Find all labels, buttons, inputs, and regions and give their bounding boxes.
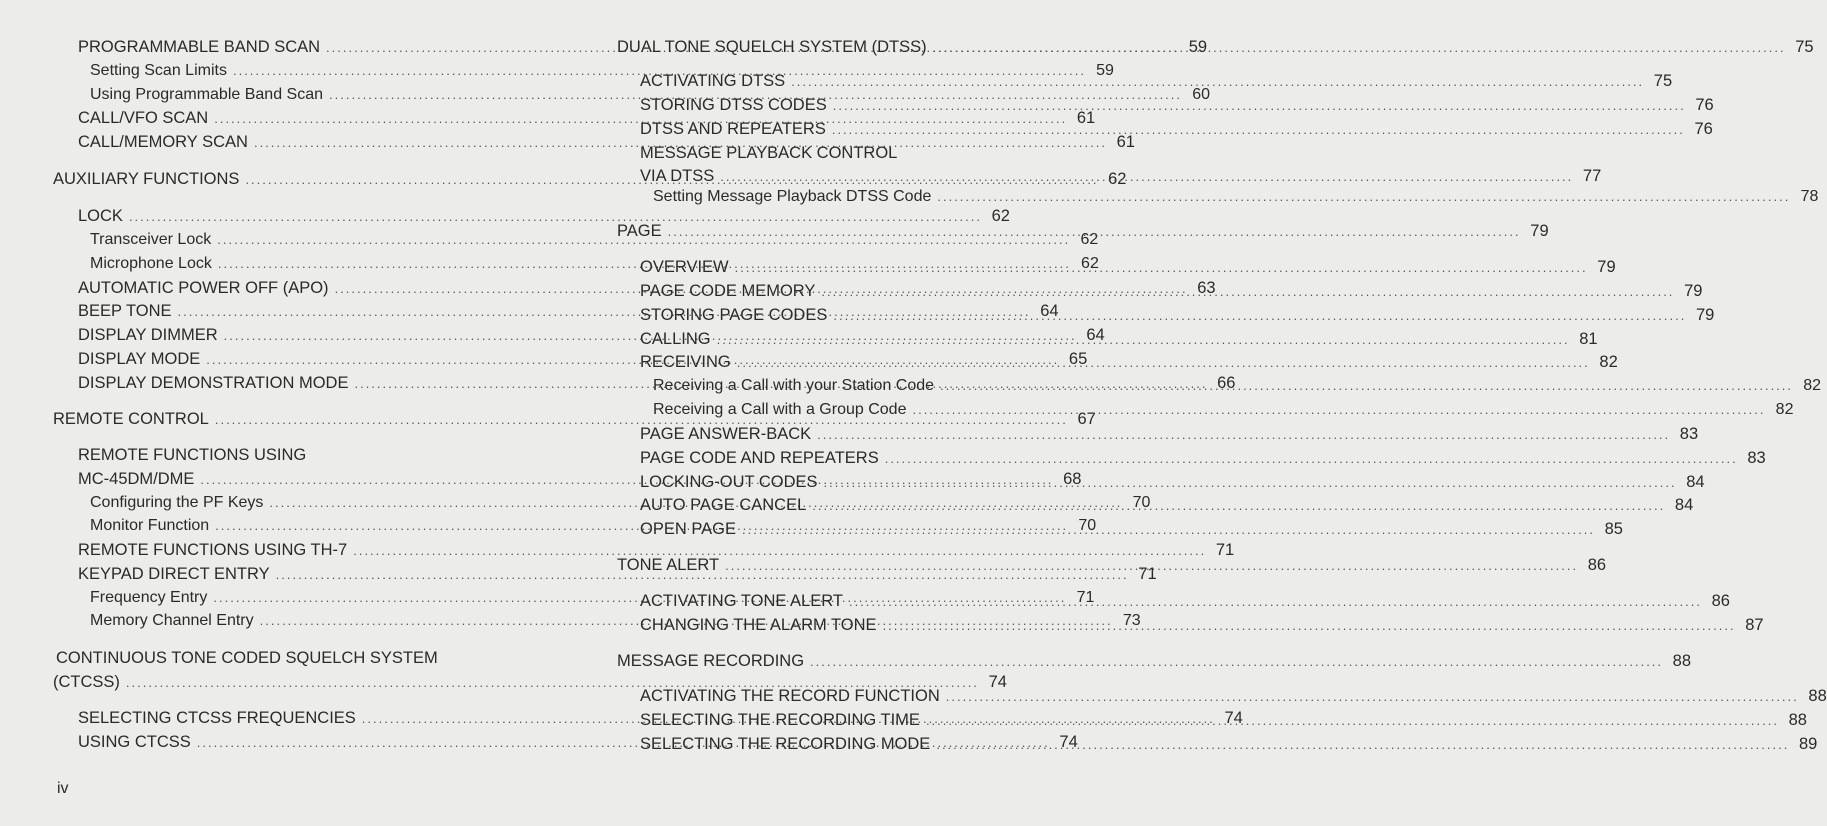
toc-entry-title: AUXILIARY FUNCTIONS	[53, 170, 240, 188]
toc-leader	[668, 222, 1521, 242]
toc-entry-title: PROGRAMMABLE BAND SCAN	[78, 38, 321, 56]
toc-entry-title: AUTOMATIC POWER OFF (APO)	[78, 279, 329, 297]
toc-entry	[617, 119, 1713, 140]
toc-entry-title: Frequency Entry	[90, 589, 208, 606]
toc-entry	[617, 95, 1714, 116]
toc-leader	[725, 556, 1578, 576]
toc-entry-title: DTSS AND REPEATERS	[640, 120, 826, 138]
toc-leader	[791, 72, 1644, 92]
toc-leader	[817, 425, 1670, 445]
toc-entry-title: MESSAGE RECORDING	[617, 652, 805, 670]
toc-section-heading	[617, 221, 1549, 242]
toc-entry-title: SELECTING THE RECORDING TIME	[640, 711, 920, 729]
toc-entry-page: 71	[1215, 541, 1235, 559]
toc-entry-title: RECEIVING	[640, 353, 731, 371]
toc-leader	[833, 96, 1686, 116]
toc-entry	[617, 448, 1766, 469]
toc-entry-page: 86	[1587, 556, 1607, 574]
toc-entry-page: 60	[1192, 86, 1211, 103]
toc-entry-title: CALLING	[640, 330, 711, 348]
toc-entry-page: 67	[1077, 410, 1096, 428]
toc-entry-title: Receiving a Call with your Station Code	[653, 377, 935, 394]
toc-leader	[810, 652, 1663, 672]
toc-leader	[936, 735, 1789, 755]
toc-entry-page: 71	[1076, 589, 1095, 606]
toc-entry-title: KEYPAD DIRECT ENTRY	[78, 565, 270, 583]
toc-entry-page: 87	[1745, 616, 1764, 634]
toc-entry-title: CALL/VFO SCAN	[78, 109, 209, 127]
toc-entry	[617, 400, 1794, 420]
toc-leader	[885, 449, 1738, 469]
toc-entry	[617, 686, 1827, 707]
toc-entry	[53, 540, 1235, 561]
toc-entry-page: 77	[1582, 167, 1602, 185]
toc-leader	[912, 400, 1765, 420]
toc-leader	[933, 38, 1786, 58]
toc-entry-page: 62	[1081, 255, 1099, 272]
toc-entry-page: 88	[1672, 652, 1692, 670]
toc-entry-page: 75	[1795, 38, 1814, 56]
toc-entry-title: Receiving a Call with a Group Code	[653, 401, 907, 418]
toc-entry-title: PAGE	[617, 222, 662, 240]
toc-entry-title: ACTIVATING THE RECORD FUNCTION	[640, 687, 940, 705]
toc-leader	[946, 687, 1799, 707]
toc-entry-page: 79	[1597, 258, 1616, 276]
toc-entry-page: 86	[1711, 592, 1730, 610]
toc-entry-title: PAGE CODE MEMORY	[640, 282, 816, 300]
toc-entry-page: 79	[1684, 282, 1703, 300]
toc-entry-page: 82	[1599, 353, 1618, 371]
toc-entry-title: STORING PAGE CODES	[640, 306, 828, 324]
toc-entry-page: 84	[1686, 473, 1705, 491]
toc-entry-title: AUTO PAGE CANCEL	[640, 496, 807, 514]
toc-entry-title: REMOTE FUNCTIONS USING TH-7	[78, 541, 348, 559]
toc-leader	[883, 616, 1736, 636]
toc-entry-page: 71	[1138, 565, 1157, 583]
toc-entry-page: 64	[1086, 326, 1105, 344]
toc-entry-title: OVERVIEW	[640, 258, 729, 276]
toc-entry-title: (CTCSS)	[53, 673, 120, 691]
toc-entry-title: PAGE ANSWER-BACK	[640, 425, 812, 443]
toc-entry-title: MC-45DM/DME	[78, 470, 195, 488]
toc-entry-title: Transceiver Lock	[90, 231, 212, 248]
toc-entry-page: 59	[1188, 38, 1208, 56]
toc-leader	[824, 473, 1677, 493]
toc-entry	[53, 672, 1007, 693]
toc-entry-title: Monitor Function	[90, 517, 210, 534]
toc-entry-page: 68	[1063, 470, 1082, 488]
toc-entry-page: 73	[1122, 612, 1141, 629]
toc-entry-title: DISPLAY DEMONSTRATION MODE	[78, 374, 349, 392]
toc-entry-title: ACTIVATING DTSS	[640, 72, 786, 90]
toc-entry-title: MESSAGE PLAYBACK CONTROL	[640, 144, 898, 162]
toc-entry-page: 82	[1803, 377, 1822, 394]
toc-entry-title: Microphone Lock	[90, 255, 212, 272]
toc-entry-title: Setting Scan Limits	[90, 62, 227, 79]
toc-leader	[940, 376, 1793, 396]
toc-entry-page: 79	[1530, 222, 1549, 240]
toc-entry-page: 70	[1078, 517, 1097, 534]
toc-leader	[832, 120, 1685, 140]
toc-leader	[812, 496, 1665, 516]
toc-entry-title: USING CTCSS	[78, 733, 191, 751]
toc-entry	[617, 329, 1598, 350]
toc-entry	[617, 352, 1618, 373]
toc-entry-title: DUAL TONE SQUELCH SYSTEM (DTSS)	[617, 38, 927, 56]
toc-entry-title: ACTIVATING TONE ALERT	[640, 592, 843, 610]
toc-entry-page: 88	[1788, 711, 1807, 729]
toc-entry	[617, 257, 1616, 278]
toc-entry-page: 74	[1224, 709, 1243, 727]
toc-entry-title: CHANGING THE ALARM TONE	[640, 616, 877, 634]
toc-entry-title: PAGE CODE AND REPEATERS	[640, 449, 879, 467]
toc-entry-title: DISPLAY DIMMER	[78, 326, 218, 344]
toc-entry-title: SELECTING CTCSS FREQUENCIES	[78, 709, 356, 727]
toc-leader	[720, 167, 1573, 187]
toc-entry-page: 83	[1747, 449, 1766, 467]
toc-leader	[926, 711, 1779, 731]
toc-entry	[617, 734, 1818, 755]
toc-entry-title: CALL/MEMORY SCAN	[78, 133, 248, 151]
toc-entry-page: 62	[1080, 231, 1099, 248]
toc-entry-title: Memory Channel Entry	[90, 612, 254, 629]
toc-entry-title: Setting Message Playback DTSS Code	[653, 188, 932, 205]
toc-entry-page: 89	[1798, 735, 1818, 753]
toc-entry-page: 61	[1076, 109, 1096, 127]
page-number: iv	[57, 780, 69, 797]
toc-entry-page: 74	[1059, 733, 1078, 751]
toc-leader	[737, 353, 1590, 373]
toc-entry-page: 76	[1694, 120, 1713, 138]
toc-entry-page: 81	[1579, 330, 1598, 348]
toc-entry-page: 75	[1653, 72, 1673, 90]
toc-entry-title: REMOTE FUNCTIONS USING	[78, 446, 307, 464]
toc-entry	[53, 206, 1010, 227]
toc-leader	[717, 330, 1570, 350]
toc-entry-title: STORING DTSS CODES	[640, 96, 827, 114]
toc-entry-page: 76	[1695, 96, 1714, 114]
toc-leader	[833, 306, 1686, 326]
toc-entry-page: 88	[1808, 687, 1827, 705]
toc-entry-title: Using Programmable Band Scan	[90, 86, 324, 103]
toc-entry	[617, 472, 1705, 493]
toc-entry-page: 62	[1108, 170, 1127, 188]
toc-entry-page: 65	[1068, 350, 1088, 368]
toc-entry-title: BEEP TONE	[78, 302, 172, 320]
toc-entry	[617, 519, 1623, 540]
toc-entry-title: LOCKING-OUT CODES	[640, 473, 818, 491]
toc-entry-page: 82	[1775, 401, 1794, 418]
toc-entry-title: TONE ALERT	[617, 556, 720, 574]
toc-entry	[617, 424, 1699, 445]
toc-entry-title: SELECTING THE RECORDING MODE	[640, 735, 931, 753]
toc-entry-title: OPEN PAGE	[640, 520, 736, 538]
toc-entry-page: 61	[1116, 133, 1135, 151]
toc-entry-page: 83	[1679, 425, 1699, 443]
toc-leader	[742, 520, 1595, 540]
toc-entry-title: LOCK	[78, 207, 123, 225]
toc-entry	[617, 187, 1819, 207]
toc-entry-page: 59	[1096, 62, 1114, 79]
toc-entry-page: 79	[1695, 306, 1715, 324]
toc-entry-page: 78	[1800, 188, 1819, 205]
toc-entry-page: 70	[1132, 494, 1151, 511]
toc-entry-title: REMOTE CONTROL	[53, 410, 209, 428]
toc-entry-page: 66	[1217, 374, 1236, 392]
toc-entry-title: Configuring the PF Keys	[90, 494, 264, 511]
toc-entry-page: 85	[1604, 520, 1623, 538]
toc-entry-page: 63	[1197, 279, 1216, 297]
toc-entry	[617, 591, 1730, 612]
toc-leader	[735, 258, 1588, 278]
toc-leader	[821, 282, 1674, 302]
toc-entry	[617, 305, 1715, 326]
toc-entry-title: VIA DTSS	[640, 167, 715, 185]
toc-entry-page: 74	[988, 673, 1007, 691]
toc-section-heading: CONTINUOUS TONE CODED SQUELCH SYSTEM	[56, 649, 438, 667]
toc-entry-title: DISPLAY MODE	[78, 350, 201, 368]
toc-leader	[937, 187, 1790, 207]
toc-entry	[617, 71, 1673, 92]
toc-leader	[849, 592, 1702, 612]
toc-section-heading	[617, 651, 1692, 672]
toc-entry-page: 64	[1040, 302, 1059, 320]
toc-entry-page: 84	[1674, 496, 1694, 514]
toc-entry-page: 62	[991, 207, 1010, 225]
